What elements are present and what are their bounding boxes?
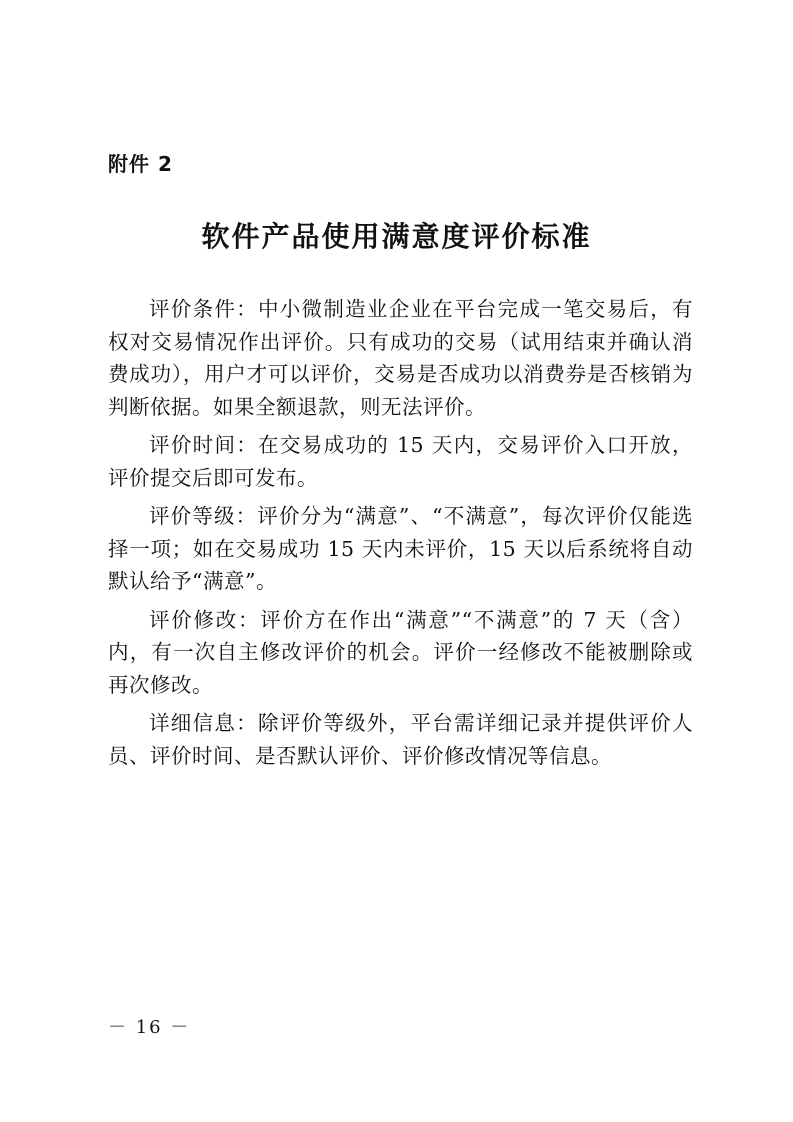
paragraph-evaluation-conditions: 评价条件：中小微制造业企业在平台完成一笔交易后，有权对交易情况作出评价。只有成功的交易（试用结束并确认消费成功），用户才可以评价，交易是否成功以消费券是否核销为判断依据。如果全额退款，则无法评价。 [108, 297, 693, 419]
attachment-label: 附件 2 [108, 152, 173, 176]
paragraph-detailed-information: 详细信息：除评价等级外，平台需详细记录并提供评价人员、评价时间、是否默认评价、评价修改情况等信息。 [108, 711, 693, 768]
paragraph-evaluation-time: 评价时间：在交易成功的 15 天内，交易评价入口开放，评价提交后即可发布。 [108, 433, 693, 490]
paragraph-evaluation-levels: 评价等级：评价分为“满意”、“不满意”，每次评价仅能选择一项；如在交易成功 15 天内未评价，15 天以后系统将自动默认给予“满意”。 [108, 504, 693, 593]
page-number: － 16 － [108, 1017, 191, 1038]
paragraph-evaluation-modification: 评价修改：评价方在作出“满意”“不满意”的 7 天（含）内，有一次自主修改评价的机会。评价一经修改不能被删除或再次修改。 [108, 607, 693, 697]
document-title: 软件产品使用满意度评价标准 [201, 220, 592, 253]
document-body [108, 293, 693, 778]
